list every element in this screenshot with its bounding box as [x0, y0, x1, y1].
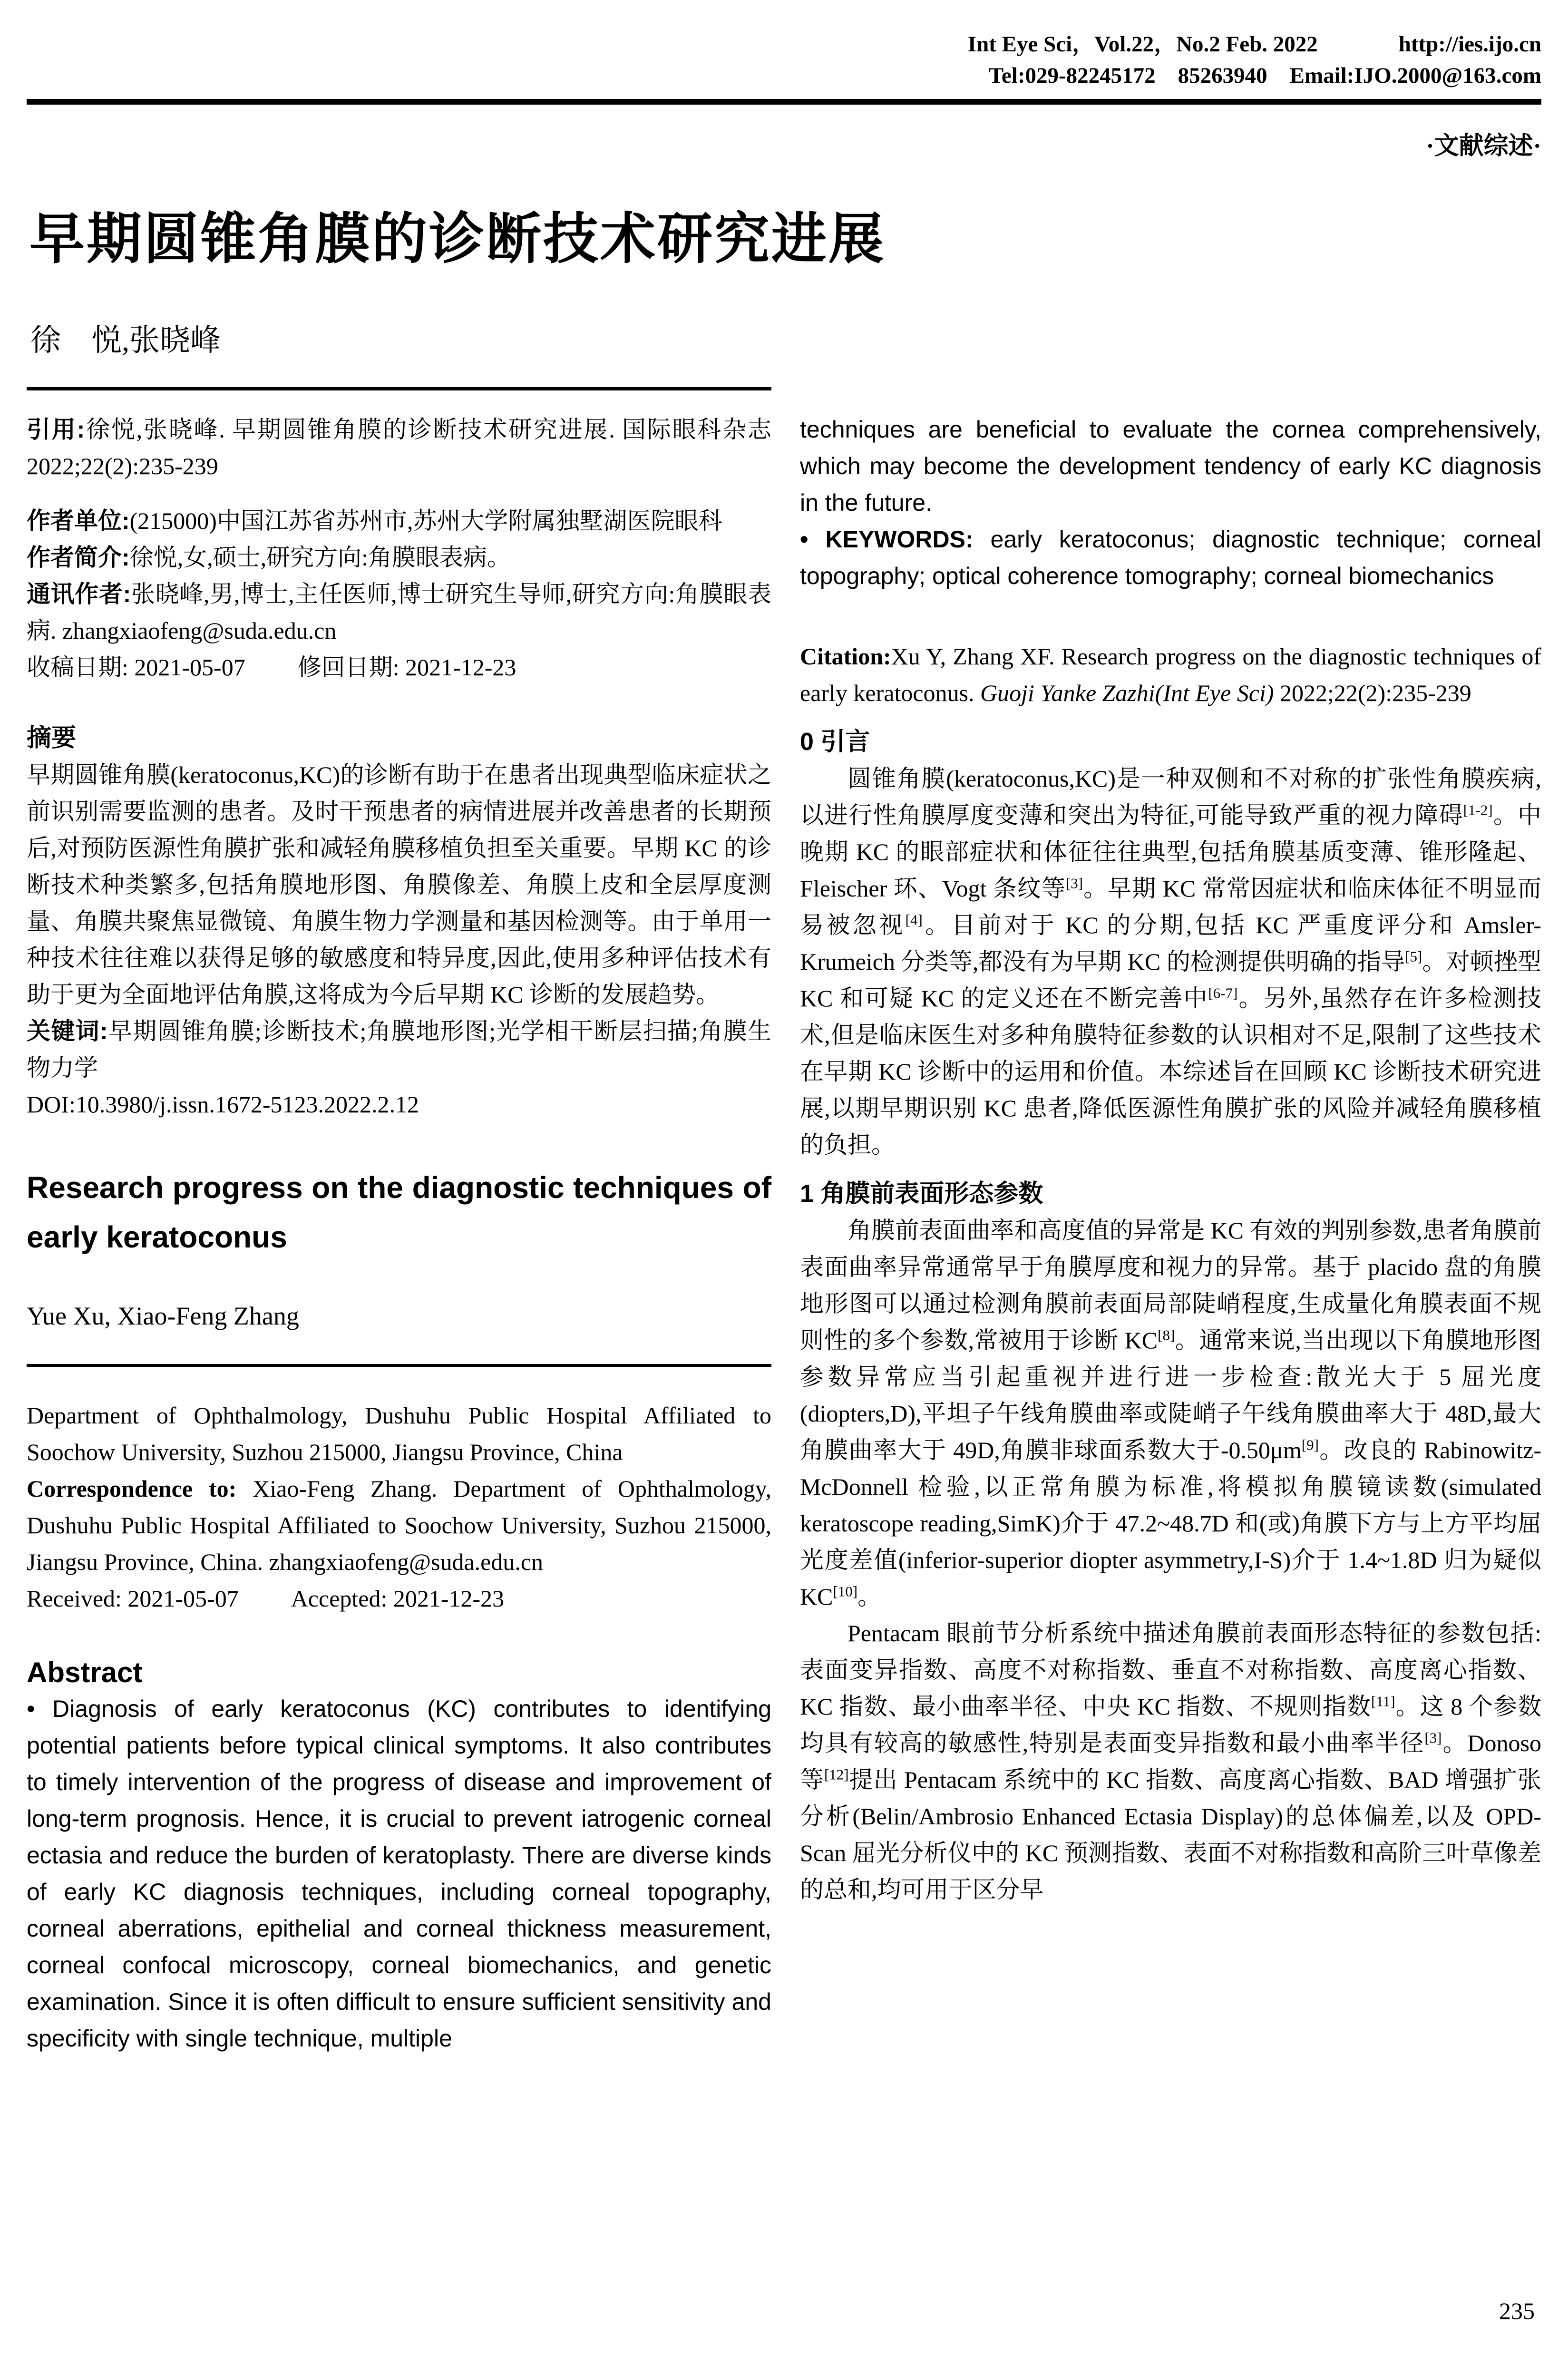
- abstract-en-text: • Diagnosis of early keratoconus (KC) contributes to identifying potential patients before typical clinical symptoms. It also contributes to timely intervention of the progress of disease and improvement of long-term prognosis. Hence, it is crucial to prevent iatrogenic corneal ectasia and reduce the burden of keratoplasty. There are diverse kinds of early KC diagnosis techniques, including corneal topography, corneal aberrations, epithelial and corneal thickness measurement, corneal confocal microscopy, corneal biomechanics, and genetic examination. Since it is often difficult to ensure sufficient sensitivity and specificity with single technique, multiple: [27, 1695, 771, 2052]
- keywords-en-label: • KEYWORDS:: [800, 526, 974, 553]
- section1-paragraph-2: Pentacam 眼前节分析系统中描述角膜前表面形态特征的参数包括:表面变异指数、高度不对称指数、垂直不对称指数、高度离心指数、KC 指数、最小曲率半径、中央 KC 指数、不规则指数[11]。这 8 个参数均具有较高的敏感性,特别是表面变异指数和最小曲率半径[3]。Donoso 等[12]提出 Pentacam 系统中的 KC 指数、高度离心指数、BAD 增强扩张分析(Belin/Ambrosio Enhanced Ectasia Display)的总体偏差,以及 OPD-Scan 屈光分析仪中的 KC 预测指数、表面不对称指数和高阶三叶草像差的总和,均可用于区分早: [800, 1620, 1542, 1903]
- affiliation-cn-text: (215000)中国江苏省苏州市,苏州大学附属独墅湖医院眼科: [129, 507, 722, 534]
- article-type-label: ·文献综述·: [1426, 133, 1541, 160]
- authors-divider-rule: [27, 387, 771, 390]
- revised-date-cn: 修回日期: 2021-12-23: [297, 654, 516, 681]
- section1-paragraph-1: 角膜前表面曲率和高度值的异常是 KC 有效的判别参数,患者角膜前表面曲率异常通常早于角膜厚度和视力的异常。基于 placido 盘的角膜地形图可以通过检测角膜前表面局部陡峭程度,生成量化角膜表面不规则性的多个参数,常被用于诊断 KC[8]。通常来说,当出现以下角膜地形图参数异常应当引起重视并进行进一步检查:散光大于 5 屈光度(diopters,D),平坦子午线角膜曲率或陡峭子午线角膜曲率大于 48D,最大角膜曲率大于 49D,角膜非球面系数大于-0.50μm[9]。改良的 Rabinowitz-McDonnell 检验,以正常角膜为标准,将模拟角膜镜读数(simulated keratoscope reading,SimK)介于 47.2~48.7D 和(或)角膜下方与上方平均屈光度差值(inferior-superior diopter asymmetry,I-S)介于 1.4~1.8D 归为疑似 KC[10]。: [800, 1217, 1541, 1610]
- left-column: [27, 411, 771, 2057]
- affiliation-cn: [27, 503, 771, 539]
- keywords-cn-text: 早期圆锥角膜;诊断技术;角膜地形图;光学相干断层扫描;角膜生物力学: [27, 1018, 771, 1081]
- keywords-cn-label: 关键词:: [27, 1018, 108, 1044]
- abstract-en-heading: Abstract: [27, 1656, 143, 1688]
- correspondence-cn-label: 通讯作者:: [27, 581, 131, 607]
- header-rule: [27, 99, 1541, 105]
- accepted-date-en: Accepted: 2021-12-23: [291, 1585, 505, 1612]
- section0-heading: 0 引言: [800, 728, 870, 756]
- doi-line: DOI:10.3980/j.issn.1672-5123.2022.2.12: [27, 1091, 419, 1118]
- abstract-en-continuation: techniques are beneficial to evaluate the cornea comprehensively, which may become the development tendency of early KC diagnosis in the future.: [800, 416, 1541, 516]
- received-date-cn: 收稿日期: 2021-05-07: [27, 654, 245, 681]
- affiliation-en: Department of Ophthalmology, Dushuhu Public Hospital Affiliated to Soochow University, Suzhou 215000, Jiangsu Province, China: [27, 1402, 771, 1465]
- dates-en: [27, 1580, 771, 1617]
- header-line-contact: Tel:029-82245172 85263940 Email:IJO.2000@163.com: [988, 63, 1541, 88]
- right-column: [800, 411, 1541, 2057]
- correspondence-en-text: Xiao-Feng Zhang. Department of Ophthalmology, Dushuhu Public Hospital Affiliated to Soochow University, Suzhou 215000, Jiangsu Province, China. zhangxiaofeng@suda.edu.cn: [27, 1475, 771, 1575]
- article-authors-en: Yue Xu, Xiao-Feng Zhang: [27, 1302, 299, 1330]
- article-authors-cn: 徐 悦,张晓峰: [30, 323, 221, 357]
- author-bio: [27, 539, 771, 576]
- two-column-body: [27, 411, 1541, 2057]
- keywords-en-text: early keratoconus; diagnostic technique; corneal topography; optical coherence tomography; corneal biomechanics: [800, 526, 1541, 589]
- author-bio-text: 徐悦,女,硕士,研究方向:角膜眼表病。: [129, 544, 511, 571]
- english-header-rule: [27, 1364, 771, 1367]
- citation-en: [800, 638, 1541, 711]
- correspondence-cn: [27, 576, 771, 649]
- citation-cn-label: 引用:: [27, 416, 85, 443]
- citation-cn-text: 徐悦,张晓峰. 早期圆锥角膜的诊断技术研究进展. 国际眼科杂志 2022;22(2):235-239: [27, 416, 772, 479]
- citation-cn: [27, 411, 771, 485]
- correspondence-en-label: Correspondence to:: [27, 1475, 237, 1502]
- affiliation-cn-label: 作者单位:: [27, 507, 130, 534]
- correspondence-en: [27, 1471, 771, 1580]
- page-number: 235: [1499, 2298, 1535, 2324]
- citation-en-pre: Xu Y, Zhang XF. Research progress on the diagnostic techniques of early keratoconus.: [800, 643, 1541, 706]
- journal-issue-info: Int Eye Sci，Vol.22，No.2 Feb. 2022: [967, 32, 1318, 57]
- keywords-en: [800, 521, 1541, 594]
- section0-paragraph: 圆锥角膜(keratoconus,KC)是一种双侧和不对称的扩张性角膜疾病,以进行性角膜厚度变薄和突出为特征,可能导致严重的视力障碍[1-2]。中晚期 KC 的眼部症状和体征往往典型,包括角膜基质变薄、锥形隆起、Fleischer 环、Vogt 条纹等[3]。早期 KC 常常因症状和临床体征不明显而易被忽视[4]。目前对于 KC 的分期,包括 KC 严重度评分和 Amsler-Krumeich 分类等,都没有为早期 KC 的检测提供明确的指导[5]。对顿挫型 KC 和可疑 KC 的定义还在不断完善中[6-7]。另外,虽然存在许多检测技术,但是临床医生对多种角膜特征参数的认识相对不足,限制了这些技术在早期 KC 诊断中的运用和价值。本综述旨在回顾 KC 诊断技术研究进展,以期早期识别 KC 患者,降低医源性角膜扩张的风险并减轻角膜移植的负担。: [800, 765, 1542, 1158]
- abstract-cn-text: 早期圆锥角膜(keratoconus,KC)的诊断有助于在患者出现典型临床症状之前识别需要监测的患者。及时干预患者的病情进展并改善患者的长期预后,对预防医源性角膜扩张和减轻角膜移植负担至关重要。早期 KC 的诊断技术种类繁多,包括角膜地形图、角膜像差、角膜上皮和全层厚度测量、角膜共聚焦显微镜、角膜生物力学测量和基因检测等。由于单用一种技术往往难以获得足够的敏感度和特异度,因此,使用多种评估技术有助于更为全面地评估角膜,这将成为今后早期 KC 诊断的发展趋势。: [27, 761, 771, 1008]
- article-title-en: Research progress on the diagnostic techniques of early keratoconus: [27, 1170, 771, 1254]
- journal-website: http://ies.ijo.cn: [1398, 32, 1541, 57]
- author-bio-label: 作者简介:: [27, 544, 130, 571]
- keywords-cn: [27, 1013, 771, 1086]
- abstract-cn-heading: 摘要: [27, 724, 77, 752]
- citation-en-journal: Guoji Yanke Zazhi(Int Eye Sci): [980, 680, 1274, 706]
- correspondence-cn-text: 张晓峰,男,博士,主任医师,博士研究生导师,研究方向:角膜眼表病. zhangxiaofeng@suda.edu.cn: [27, 581, 772, 644]
- citation-en-label: Citation:: [800, 643, 891, 670]
- received-date-en: Received: 2021-05-07: [27, 1585, 239, 1612]
- header-line-journal: [27, 29, 1541, 60]
- section1-heading: 1 角膜前表面形态参数: [800, 1180, 1043, 1208]
- page-header: [27, 29, 1541, 91]
- article-title-cn: 早期圆锥角膜的诊断技术研究进展: [29, 208, 886, 270]
- dates-cn: [27, 649, 771, 686]
- citation-en-post: 2022;22(2):235-239: [1274, 680, 1471, 706]
